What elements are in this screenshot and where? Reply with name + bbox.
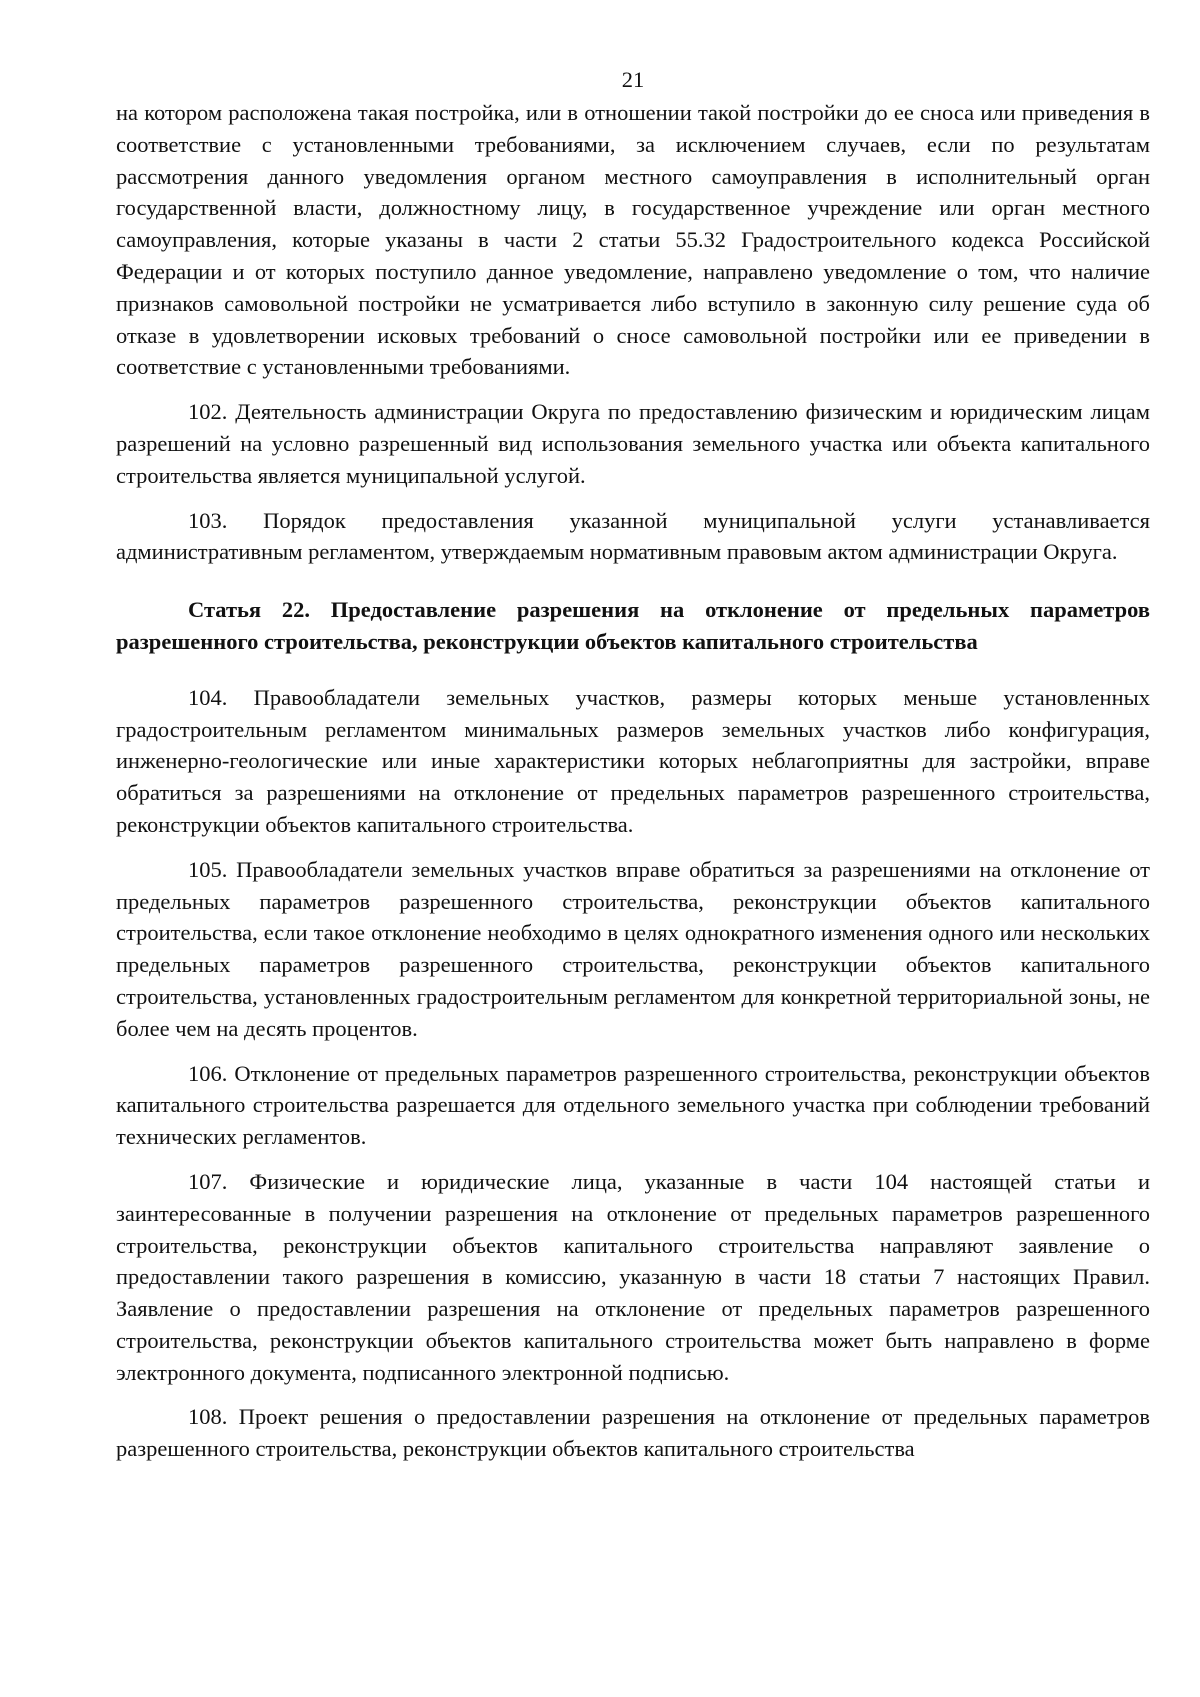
paragraph-106: 106. Отклонение от предельных параметров разрешенного строительства, реконструкции объектов капитального строительства разрешается для отдельного земельного участка при соблюдении требований технических регламентов. bbox=[116, 1060, 1150, 1150]
paragraph-103: 103. Порядок предоставления указанной муниципальной услуги устанавливается административным регламентом, утверждаемым нормативным правовым актом администрации Округа. bbox=[116, 507, 1150, 565]
paragraph-102: 102. Деятельность администрации Округа по предоставлению физическим и юридическим лицам разрешений на условно разрешенный вид использования земельного участка или объекта капитального строительства является муниципальной услугой. bbox=[116, 399, 1150, 488]
page-number: 21 bbox=[621, 67, 645, 92]
paragraph-continued: на котором расположена такая постройка, или в отношении такой постройки до ее сноса или приведения в соответствие с установленными требованиями, за исключением случаев, если по результатам рассмотрения данного уведомления органом местного самоуправления в исполнительный орган государственной власти, должностному лицу, в государственное учреждение или орган местного самоуправления, которые указаны в части 2 статьи 55.32 Градостроительного кодекса Российской Федерации и от которых поступило данное уведомление, направлено уведомление о том, что наличие признаков самовольной постройки не усматривается либо вступило в законную силу решение суда об отказе в удовлетворении исковых требований о сносе самовольной постройки или ее приведении в соответствие с установленными требованиями. bbox=[116, 100, 1150, 380]
article-heading: Статья 22. Предоставление разрешения на отклонение от предельных параметров разрешенного строительства, реконструкции объектов капитального строительства bbox=[116, 597, 1150, 654]
paragraph-105: 105. Правообладатели земельных участков вправе обратиться за разрешениями на отклонение от предельных параметров разрешенного строительства, реконструкции объектов капитального строительства, если такое отклонение необходимо в целях однократного изменения одного или нескольких предельных параметров разрешенного строительства, реконструкции объектов капитального строительства, установленных градостроительным регламентом для конкретной территориальной зоны, не более чем на десять процентов. bbox=[116, 856, 1150, 1041]
paragraph-104: 104. Правообладатели земельных участков, размеры которых меньше установленных градостроительным регламентом минимальных размеров земельных участков либо конфигурация, инженерно-геологические или иные характеристики которых неблагоприятны для застройки, вправе обратиться за разрешениями на отклонение от предельных параметров разрешенного строительства, реконструкции объектов капитального строительства. bbox=[116, 684, 1150, 837]
paragraph-107: 107. Физические и юридические лица, указанные в части 104 настоящей статьи и заинтересованные в получении разрешения на отклонение от предельных параметров разрешенного строительства, реконструкции объектов капитального строительства направляют заявление о предоставлении такого разрешения в комиссию, указанную в части 18 статьи 7 настоящих Правил. Заявление о предоставлении разрешения на отклонение от предельных параметров разрешенного строительства, реконструкции объектов капитального строительства может быть направлено в форме электронного документа, подписанного электронной подписью. bbox=[116, 1168, 1150, 1385]
paragraph-108: 108. Проект решения о предоставлении разрешения на отклонение от предельных параметров разрешенного строительства, реконструкции объектов капитального строительства bbox=[116, 1404, 1150, 1462]
document-page bbox=[116, 66, 1150, 1478]
